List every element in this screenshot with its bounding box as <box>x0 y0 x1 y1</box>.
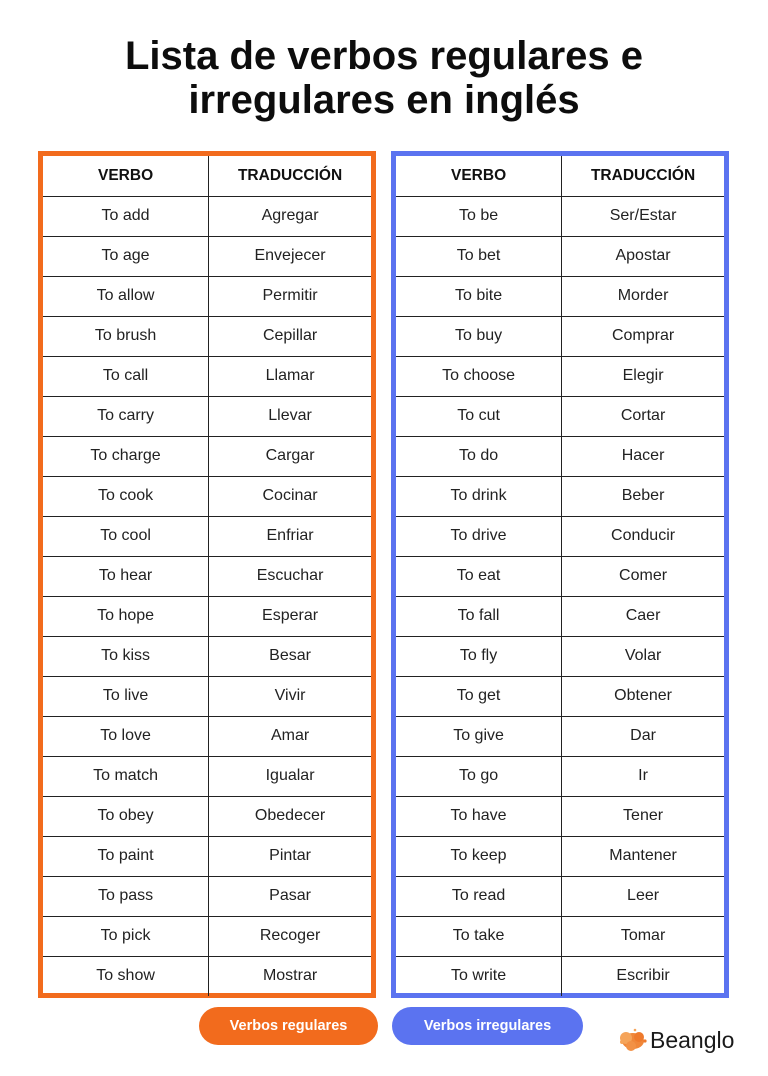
table-row <box>396 396 724 436</box>
table-row <box>43 476 371 516</box>
table-row <box>43 436 371 476</box>
table-row <box>43 636 371 676</box>
translation-cell: Tomar <box>562 916 724 956</box>
header-translation: TRADUCCIÓN <box>209 156 371 196</box>
paint-splash-icon <box>618 1027 648 1053</box>
translation-cell: Obtener <box>562 676 724 716</box>
table-row <box>396 276 724 316</box>
verb-cell: To drink <box>396 476 562 516</box>
table-row <box>396 436 724 476</box>
translation-cell: Comprar <box>562 316 724 356</box>
verb-cell: To go <box>396 756 562 796</box>
table-row <box>43 516 371 556</box>
translation-cell: Tener <box>562 796 724 836</box>
verb-cell: To bite <box>396 276 562 316</box>
verb-cell: To choose <box>396 356 562 396</box>
translation-cell: Apostar <box>562 236 724 276</box>
translation-cell: Dar <box>562 716 724 756</box>
header-verb: VERBO <box>396 156 562 196</box>
verb-cell: To add <box>43 196 209 236</box>
verb-cell: To live <box>43 676 209 716</box>
regular-table-body <box>43 196 371 996</box>
table-row <box>43 676 371 716</box>
table-row <box>396 916 724 956</box>
table-row <box>396 556 724 596</box>
table-header-row <box>43 156 371 196</box>
verb-cell: To bet <box>396 236 562 276</box>
verb-cell: To love <box>43 716 209 756</box>
table-row <box>396 236 724 276</box>
translation-cell: Ir <box>562 756 724 796</box>
verb-cell: To carry <box>43 396 209 436</box>
translation-cell: Escuchar <box>209 556 371 596</box>
translation-cell: Amar <box>209 716 371 756</box>
translation-cell: Permitir <box>209 276 371 316</box>
translation-cell: Conducir <box>562 516 724 556</box>
verb-cell: To fall <box>396 596 562 636</box>
table-row <box>396 676 724 716</box>
table-row <box>43 716 371 756</box>
translation-cell: Vivir <box>209 676 371 716</box>
header-verb: VERBO <box>43 156 209 196</box>
table-row <box>43 556 371 596</box>
table-row <box>396 356 724 396</box>
table-row <box>43 916 371 956</box>
regular-verbs-table <box>38 151 376 998</box>
translation-cell: Besar <box>209 636 371 676</box>
table-row <box>43 236 371 276</box>
verb-cell: To fly <box>396 636 562 676</box>
table-row <box>396 876 724 916</box>
verb-cell: To be <box>396 196 562 236</box>
translation-cell: Ser/Estar <box>562 196 724 236</box>
translation-cell: Hacer <box>562 436 724 476</box>
translation-cell: Enfriar <box>209 516 371 556</box>
translation-cell: Pintar <box>209 836 371 876</box>
translation-cell: Morder <box>562 276 724 316</box>
legend-irregular-verbs: Verbos irregulares <box>392 1007 583 1045</box>
verb-cell: To allow <box>43 276 209 316</box>
verb-cell: To have <box>396 796 562 836</box>
table-row <box>396 516 724 556</box>
verb-cell: To obey <box>43 796 209 836</box>
translation-cell: Escribir <box>562 956 724 996</box>
table-row <box>396 316 724 356</box>
verb-cell: To do <box>396 436 562 476</box>
translation-cell: Cepillar <box>209 316 371 356</box>
verb-cell: To cut <box>396 396 562 436</box>
table-row <box>43 276 371 316</box>
translation-cell: Caer <box>562 596 724 636</box>
verb-cell: To take <box>396 916 562 956</box>
table-row <box>396 636 724 676</box>
translation-cell: Pasar <box>209 876 371 916</box>
translation-cell: Esperar <box>209 596 371 636</box>
title-line-1: Lista de verbos regulares e <box>124 34 643 78</box>
verb-cell: To write <box>396 956 562 996</box>
table-row <box>43 356 371 396</box>
verb-cell: To buy <box>396 316 562 356</box>
table-row <box>43 596 371 636</box>
irregular-table-body <box>396 196 724 996</box>
translation-cell: Leer <box>562 876 724 916</box>
verb-cell: To keep <box>396 836 562 876</box>
verb-cell: To hear <box>43 556 209 596</box>
page-title <box>0 34 768 122</box>
table-row <box>43 396 371 436</box>
irregular-verbs-table <box>391 151 729 998</box>
translation-cell: Llevar <box>209 396 371 436</box>
translation-cell: Cocinar <box>209 476 371 516</box>
verb-cell: To pass <box>43 876 209 916</box>
translation-cell: Cargar <box>209 436 371 476</box>
verb-cell: To hope <box>43 596 209 636</box>
translation-cell: Mostrar <box>209 956 371 996</box>
verb-cell: To read <box>396 876 562 916</box>
verb-cell: To match <box>43 756 209 796</box>
verb-cell: To charge <box>43 436 209 476</box>
translation-cell: Recoger <box>209 916 371 956</box>
verb-cell: To get <box>396 676 562 716</box>
brand-logo <box>618 1024 734 1056</box>
table-row <box>396 956 724 996</box>
table-header-row <box>396 156 724 196</box>
verb-cell: To show <box>43 956 209 996</box>
table-row <box>396 596 724 636</box>
verb-cell: To call <box>43 356 209 396</box>
table-row <box>43 876 371 916</box>
legend-regular-verbs: Verbos regulares <box>199 1007 378 1045</box>
verb-cell: To kiss <box>43 636 209 676</box>
verb-cell: To cool <box>43 516 209 556</box>
table-row <box>43 316 371 356</box>
table-row <box>396 716 724 756</box>
table-row <box>43 756 371 796</box>
translation-cell: Beber <box>562 476 724 516</box>
table-row <box>396 796 724 836</box>
translation-cell: Elegir <box>562 356 724 396</box>
translation-cell: Volar <box>562 636 724 676</box>
verb-cell: To paint <box>43 836 209 876</box>
table-row <box>396 196 724 236</box>
verb-cell: To give <box>396 716 562 756</box>
brand-name: Beanglo <box>650 1026 735 1053</box>
translation-cell: Cortar <box>562 396 724 436</box>
verb-cell: To drive <box>396 516 562 556</box>
table-row <box>43 796 371 836</box>
verb-cell: To cook <box>43 476 209 516</box>
translation-cell: Comer <box>562 556 724 596</box>
verb-cell: To eat <box>396 556 562 596</box>
verb-cell: To pick <box>43 916 209 956</box>
verb-cell: To age <box>43 236 209 276</box>
translation-cell: Llamar <box>209 356 371 396</box>
translation-cell: Mantener <box>562 836 724 876</box>
table-row <box>396 476 724 516</box>
table-row <box>43 956 371 996</box>
title-line-2: irregulares en inglés <box>188 78 580 122</box>
table-row <box>43 196 371 236</box>
table-row <box>396 756 724 796</box>
translation-cell: Igualar <box>209 756 371 796</box>
translation-cell: Envejecer <box>209 236 371 276</box>
translation-cell: Obedecer <box>209 796 371 836</box>
translation-cell: Agregar <box>209 196 371 236</box>
header-translation: TRADUCCIÓN <box>562 156 724 196</box>
verb-cell: To brush <box>43 316 209 356</box>
table-row <box>43 836 371 876</box>
table-row <box>396 836 724 876</box>
